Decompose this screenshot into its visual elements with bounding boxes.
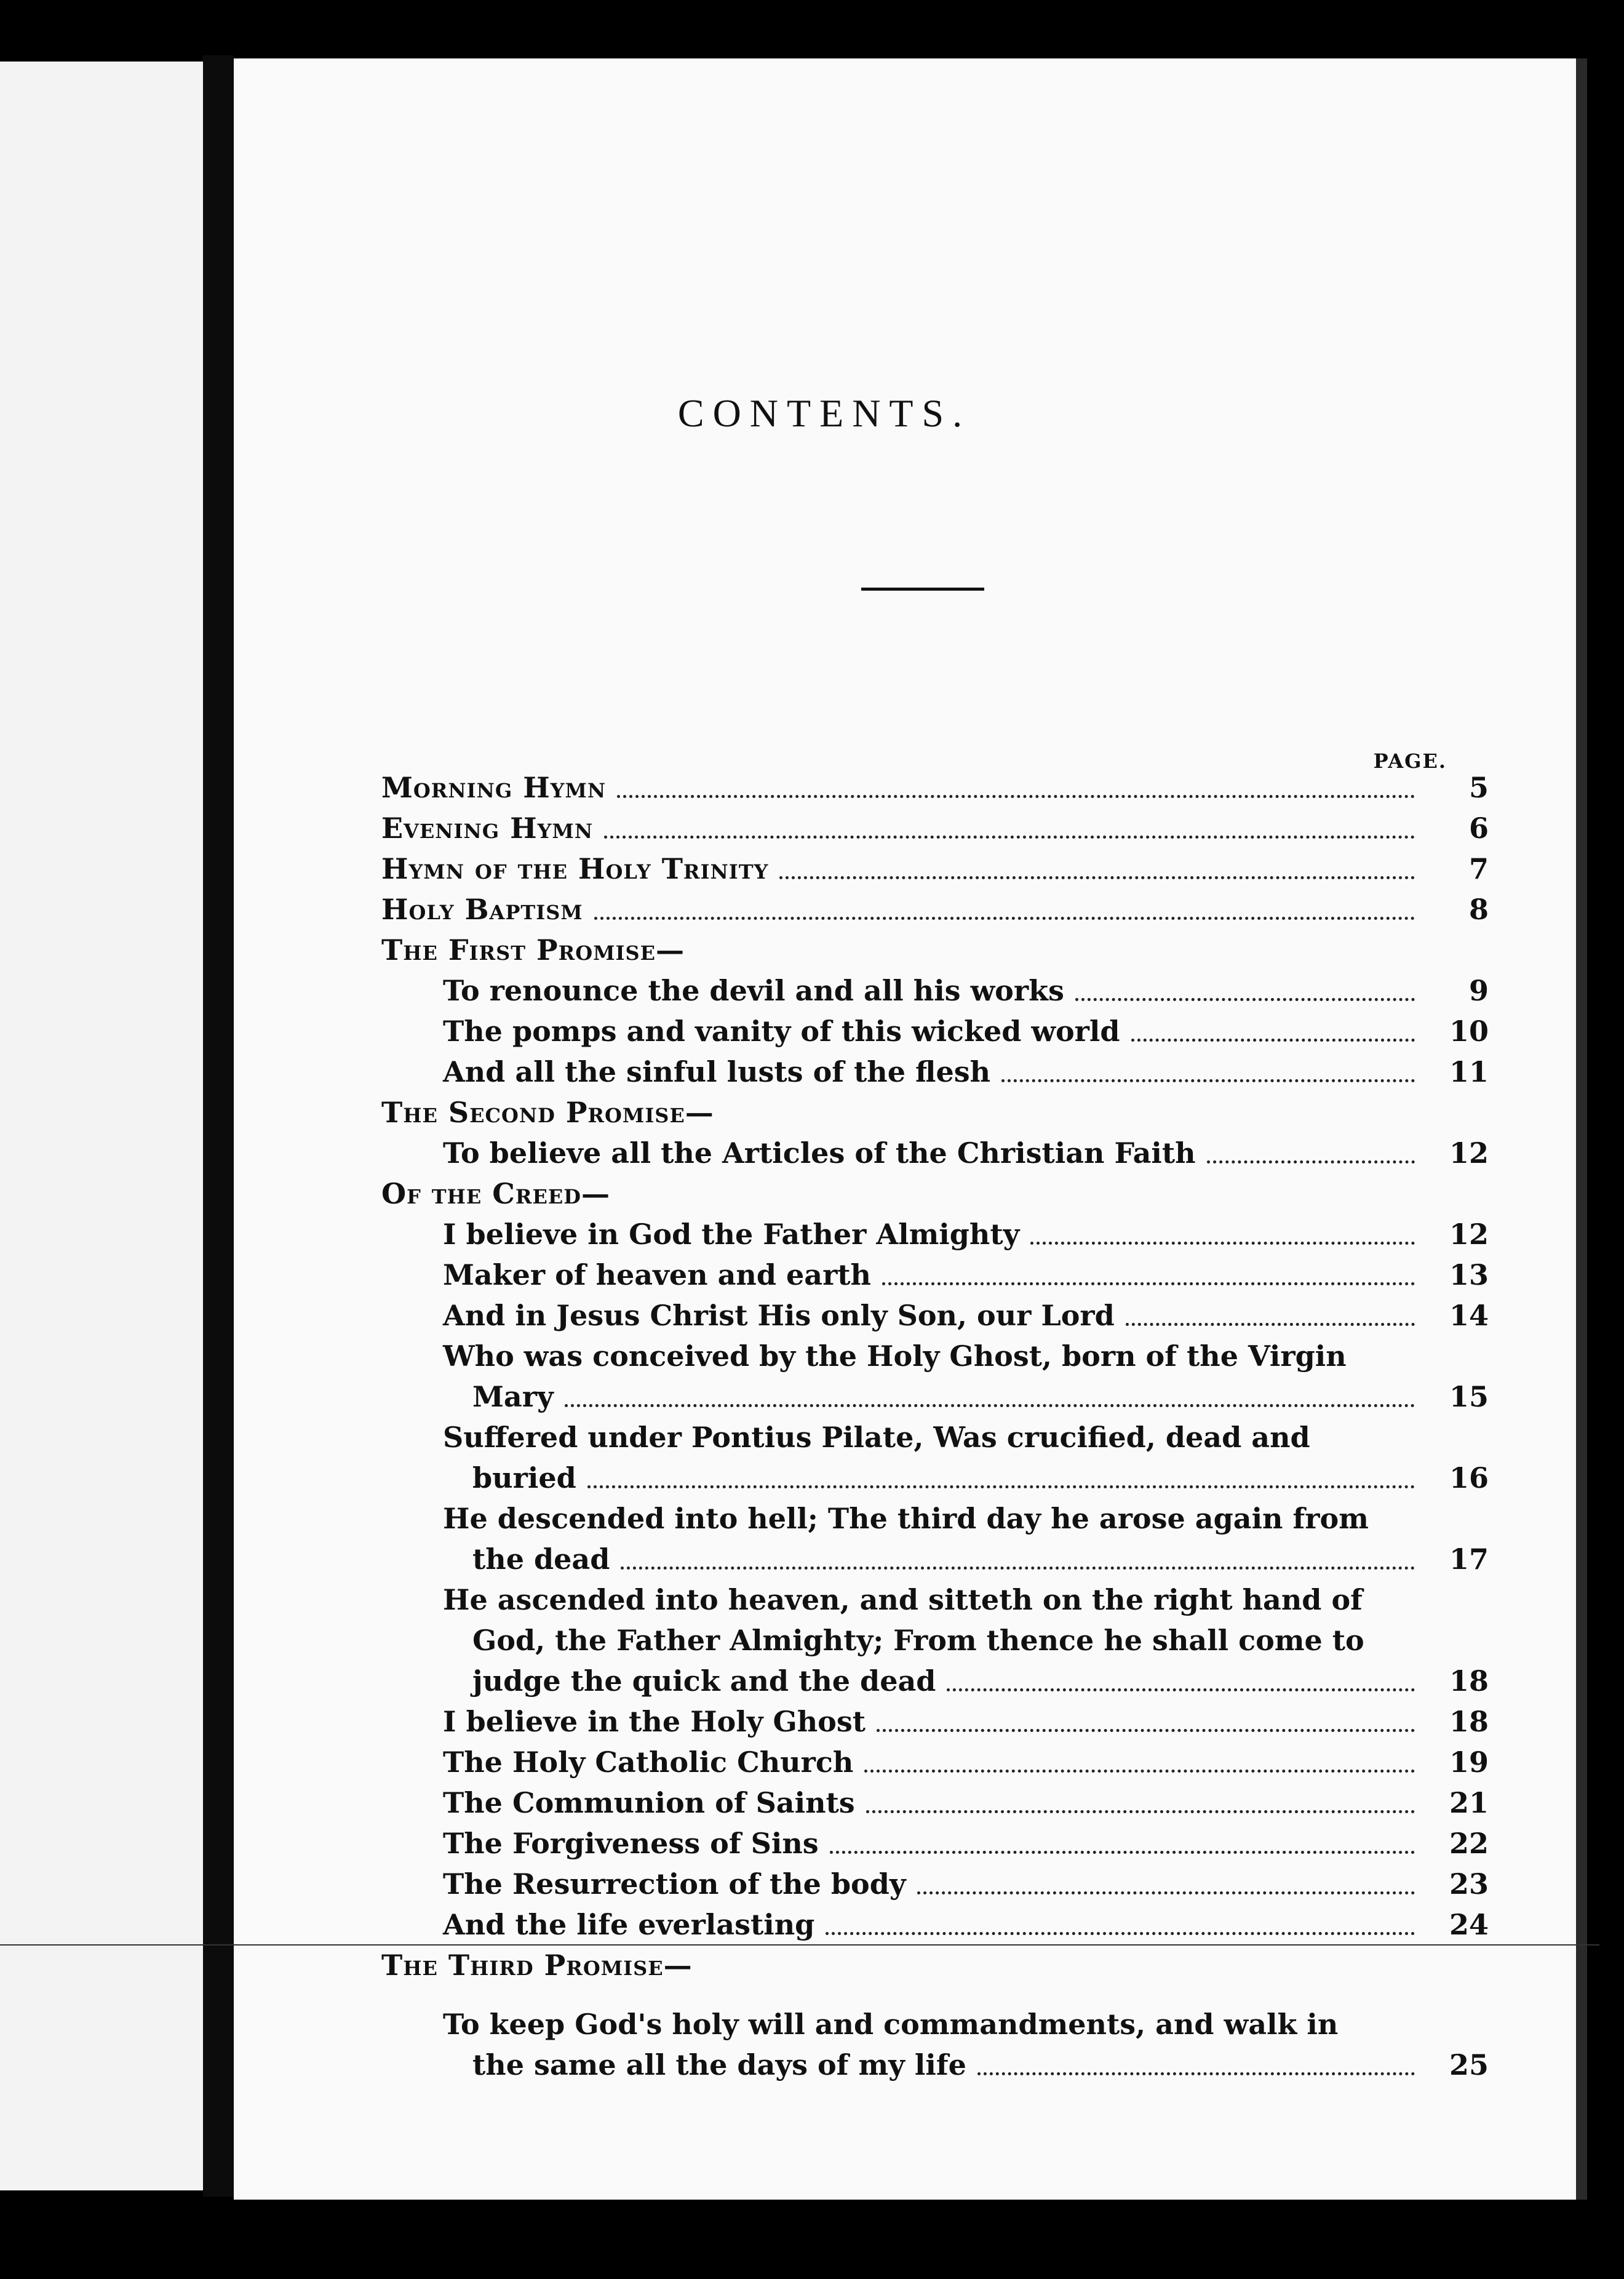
toc-entry-text <box>443 1498 1421 1579</box>
toc-entry-text <box>443 1417 1421 1498</box>
section-heading-label: Of the Creed— <box>381 1177 610 1210</box>
dot-leader <box>779 876 1415 879</box>
toc-entry-label: And all the sinful lusts of the flesh <box>443 1055 991 1088</box>
toc-entry-page: 24 <box>1449 1908 1489 1941</box>
toc-entry-text <box>443 2004 1421 2085</box>
dot-leader <box>1207 1160 1415 1163</box>
dot-leader <box>1030 1242 1415 1245</box>
toc-entry-last-line <box>443 1661 1421 1701</box>
toc-entry[interactable] <box>381 889 1489 930</box>
toc-entry-label: Maker of heaven and earth <box>443 1258 871 1291</box>
dot-leader <box>1126 1323 1415 1326</box>
toc-entry-page: 8 <box>1468 893 1489 926</box>
section-heading-label: The Second Promise— <box>381 1096 714 1129</box>
dot-leader <box>826 1932 1415 1935</box>
toc-entry-page: 5 <box>1468 771 1489 804</box>
toc-entry-label: judge the quick and the dead <box>472 1664 936 1698</box>
toc-entry-page: 12 <box>1449 1136 1489 1170</box>
toc-entry-page: 19 <box>1449 1746 1489 1779</box>
dot-leader <box>587 1485 1415 1488</box>
dot-leader <box>864 1770 1415 1773</box>
dot-leader <box>947 1688 1415 1691</box>
dot-leader <box>1075 998 1415 1001</box>
toc-entry-label: To believe all the Articles of the Christian Faith <box>443 1136 1196 1170</box>
toc-entry-label: I believe in the Holy Ghost <box>443 1705 866 1738</box>
toc-entry-page: 10 <box>1449 1015 1489 1048</box>
toc-entry[interactable] <box>381 970 1489 1011</box>
toc-entry[interactable] <box>381 1011 1489 1052</box>
toc-entry[interactable] <box>381 1864 1489 1904</box>
toc-section-heading <box>381 1945 1489 1986</box>
toc-entry-page: 12 <box>1449 1218 1489 1251</box>
dot-leader <box>617 795 1415 798</box>
toc-entry-line: To keep God's holy will and commandments, and walk in <box>443 2008 1339 2041</box>
dot-leader <box>621 1567 1415 1570</box>
toc-entry[interactable] <box>381 1742 1489 1782</box>
toc-entry[interactable] <box>381 1336 1489 1417</box>
toc-entry-label: The Holy Catholic Church <box>443 1746 854 1779</box>
dot-leader <box>565 1404 1415 1407</box>
toc-entry[interactable] <box>381 1214 1489 1255</box>
toc-entry-line: He ascended into heaven, and sitteth on the right hand of <box>443 1583 1363 1616</box>
toc-entry-page: 14 <box>1449 1299 1489 1332</box>
toc-entry[interactable] <box>381 1417 1489 1498</box>
toc-entry-label: the same all the days of my life <box>472 2048 966 2081</box>
section-heading-label: The First Promise— <box>381 933 685 967</box>
dot-leader <box>1131 1039 1415 1042</box>
toc-entry-page: 25 <box>1449 2048 1489 2081</box>
page-title: CONTENTS. <box>677 391 971 435</box>
toc-entry-label: buried <box>472 1461 576 1495</box>
dot-leader <box>830 1851 1415 1854</box>
toc-entry-label: The Resurrection of the body <box>443 1867 906 1901</box>
table-of-contents <box>381 767 1489 2085</box>
toc-entry-last-line <box>443 1539 1421 1579</box>
toc-entry-label: Hymn of the Holy Trinity <box>381 852 769 885</box>
toc-entry-last-line <box>443 1458 1421 1498</box>
dot-leader <box>877 1729 1415 1732</box>
toc-entry-page: 15 <box>1449 1380 1489 1413</box>
toc-entry-line: He descended into hell; The third day he arose again from <box>443 1502 1369 1535</box>
toc-entry-label: Evening Hymn <box>381 812 594 845</box>
toc-entry-line: Suffered under Pontius Pilate, Was crucified, dead and <box>443 1421 1310 1454</box>
toc-entry-label: Morning Hymn <box>381 771 607 804</box>
left-page-edge <box>0 62 203 2190</box>
toc-entry-label: And the life everlasting <box>443 1908 815 1941</box>
scan-fold-line <box>0 1944 1599 1946</box>
toc-entry[interactable] <box>381 1498 1489 1579</box>
dot-leader <box>1001 1079 1415 1082</box>
toc-entry[interactable] <box>381 1295 1489 1336</box>
toc-entry-page: 11 <box>1449 1055 1489 1088</box>
toc-entry-page: 18 <box>1449 1664 1489 1698</box>
toc-entry-page: 6 <box>1468 812 1489 845</box>
title-rule <box>861 588 984 591</box>
toc-entry[interactable] <box>381 1133 1489 1173</box>
toc-entry-label: Mary <box>472 1380 554 1413</box>
toc-entry-page: 7 <box>1468 852 1489 885</box>
toc-entry-label: The Communion of Saints <box>443 1786 855 1819</box>
toc-entry[interactable] <box>381 848 1489 889</box>
section-heading-label: The Third Promise— <box>381 1949 693 1982</box>
dot-leader <box>977 2072 1415 2075</box>
toc-entry-page: 16 <box>1449 1461 1489 1495</box>
book-gutter <box>203 55 234 2197</box>
dot-leader <box>866 1810 1415 1813</box>
page-column-header: PAGE. <box>1373 749 1447 773</box>
toc-entry-last-line <box>443 2045 1421 2085</box>
toc-entry-page: 17 <box>1449 1543 1489 1576</box>
dot-leader <box>917 1891 1415 1894</box>
toc-entry[interactable] <box>381 1052 1489 1092</box>
dot-leader <box>882 1282 1415 1285</box>
toc-section-heading <box>381 930 1489 970</box>
toc-entry-page: 18 <box>1449 1705 1489 1738</box>
toc-entry-label: The Forgiveness of Sins <box>443 1827 819 1860</box>
toc-section-heading <box>381 1092 1489 1133</box>
toc-entry-label: The pomps and vanity of this wicked world <box>443 1015 1120 1048</box>
toc-entry-page: 23 <box>1449 1867 1489 1901</box>
toc-entry-label: To renounce the devil and all his works <box>443 974 1064 1007</box>
toc-entry-page: 22 <box>1449 1827 1489 1860</box>
toc-section-heading <box>381 1173 1489 1214</box>
dot-leader <box>604 836 1415 839</box>
toc-entry-page: 13 <box>1449 1258 1489 1291</box>
toc-entry-label: And in Jesus Christ His only Son, our Lord <box>443 1299 1115 1332</box>
toc-entry-label: the dead <box>472 1543 610 1576</box>
toc-entry-text <box>443 1579 1421 1701</box>
toc-entry[interactable] <box>381 1904 1489 1945</box>
toc-entry-label: I believe in God the Father Almighty <box>443 1218 1020 1251</box>
toc-entry[interactable] <box>381 2004 1489 2085</box>
toc-entry[interactable] <box>381 808 1489 848</box>
toc-entry-line: God, the Father Almighty; From thence he shall come to <box>472 1624 1364 1657</box>
toc-entry[interactable] <box>381 1701 1489 1742</box>
toc-entry[interactable] <box>381 1579 1489 1701</box>
toc-entry-last-line <box>443 1376 1421 1417</box>
toc-entry-text <box>443 1336 1421 1417</box>
toc-entry[interactable] <box>381 1255 1489 1295</box>
toc-entry-line: Who was conceived by the Holy Ghost, born of the Virgin <box>443 1339 1347 1373</box>
toc-entry-page: 9 <box>1468 974 1489 1007</box>
toc-entry-label: Holy Baptism <box>381 893 583 926</box>
toc-entry-page: 21 <box>1449 1786 1489 1819</box>
toc-entry[interactable] <box>381 1823 1489 1864</box>
dot-leader <box>594 917 1415 920</box>
contents-page <box>234 58 1587 2200</box>
toc-entry[interactable] <box>381 1782 1489 1823</box>
toc-entry[interactable] <box>381 767 1489 808</box>
